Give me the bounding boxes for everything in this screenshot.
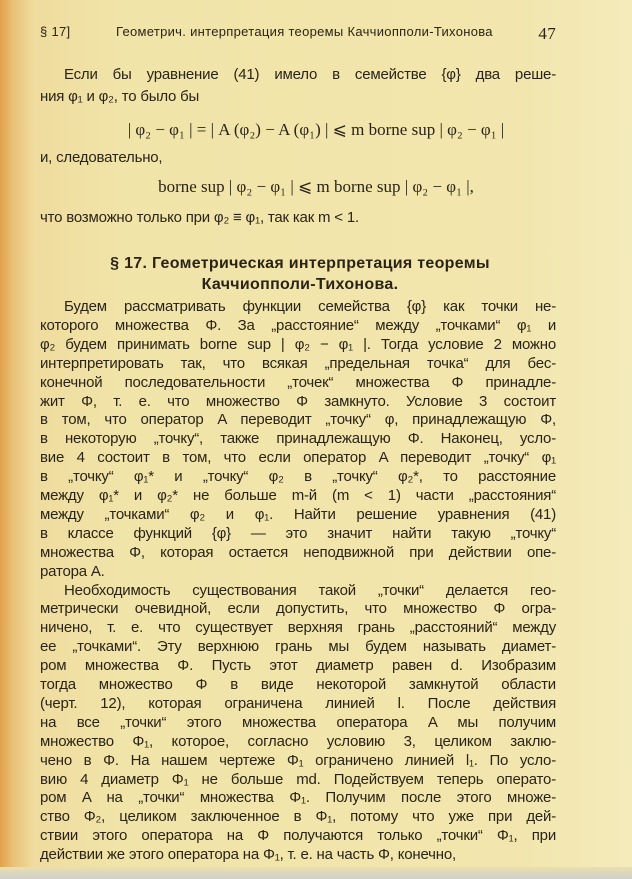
text-line: Если бы уравнение (41) имело в семействе {φ} два реше-	[64, 66, 556, 83]
section-heading: § 17. Геометрическая интерпретация теоремы	[110, 255, 490, 272]
text-line: чено в Φ. На нашем чертеже Φ₁ ограничено линией l₁. По усло-	[40, 751, 556, 769]
running-header	[40, 24, 556, 44]
text-line: множество Φ₁, которое, согласно условию 3, целиком заклю-	[40, 732, 556, 750]
text-line: ство Φ₂, целиком заключенное в Φ₁, потому что уже при дей-	[40, 808, 556, 826]
text-line: в том, что оператор A переводит „точку“ φ, принадлежащую Φ,	[40, 411, 556, 429]
text-line: что возможно только при φ₂ ≡ φ₁, так как m < 1.	[40, 209, 359, 226]
text-line: в „точку“ φ₁* и „точку“ φ₂ в „точку“ φ₂*, то расстояние	[40, 468, 556, 486]
header-title: Геометрич. интерпретация теоремы Каччиопполи-Тихонова	[115, 24, 493, 39]
text-line: между „точками“ φ₂ и φ₁. Найти решение уравнения (41)	[40, 505, 556, 523]
page-edge	[0, 867, 632, 879]
text-line: φ₂ будем принимать borne sup | φ₂ − φ₁ |. Тогда условие 2 можно	[40, 335, 556, 353]
text-line: ратора A.	[40, 562, 105, 580]
text-line: ничено, т. е. что существует верхняя грань „расстояний“ между	[40, 619, 556, 637]
page-number: 47	[538, 24, 556, 43]
text-line: Необходимость существования такой „точки“ делается гео-	[64, 581, 556, 599]
text-line: ния φ₁ и φ₂, то было бы	[40, 88, 200, 105]
formula: | φ₂ − φ₁ | = | A (φ₂) − A (φ₁) | ⩽ m borne sup | φ₂ − φ₁ |	[127, 120, 505, 139]
header-section: § 17]	[40, 24, 71, 39]
text-line: множества Φ, которая остается неподвижной при действии опе-	[40, 543, 556, 561]
text-line: ром множества Φ. Пусть этот диаметр равен d. Изобразим	[40, 657, 556, 675]
text-line: (черт. 12), которая ограничена линией l. После действия	[40, 694, 556, 712]
text-line: ее „точками“. Эту верхнюю грань мы будем называть диамет-	[40, 638, 556, 656]
text-line: ствии этого оператора на Φ получаются только „точки“ Φ₁, при	[40, 827, 556, 845]
text-line: ром A на „точки“ множества Φ₁. Получим после этого множе-	[40, 789, 556, 807]
section-heading: Каччиопполи-Тихонова.	[201, 276, 399, 293]
text-line: Будем рассматривать функции семейства {φ} как точки не-	[64, 298, 556, 315]
text-line: тогда множество Φ в виде некоторой замкнутой области	[40, 676, 556, 693]
text-line: в некоторую „точку“, также принадлежащую Φ. Наконец, усло-	[40, 430, 556, 448]
text-line: между φ₁* и φ₂* не больше m-й (m < 1) части „расстояния“	[40, 487, 556, 504]
text-line: и, следовательно,	[40, 149, 163, 166]
formula: borne sup | φ₂ − φ₁ | ⩽ m borne sup | φ₂ − φ₁ |,	[158, 177, 474, 196]
text-line: конечной последовательности „точек“ множества Φ принадле-	[40, 373, 556, 391]
text-line: в классе функций {φ} — это значит найти такую „точку“	[40, 524, 556, 542]
text-line: вие 4 состоит в том, что если оператор A переводит „точку“ φ₁	[40, 449, 556, 467]
text-line: жит Φ, т. е. что множество Φ замкнуто. Условие 3 состоит	[40, 392, 556, 410]
text-line: на все „точки“ этого множества оператора A мы получим	[40, 713, 556, 731]
text-line: которого множества Φ. За „расстояние“ между „точками“ φ₁ и	[40, 316, 556, 334]
text-line: метрически очевидной, если допустить, что множество Φ огра-	[40, 600, 556, 618]
text-line: действии же этого оператора на Φ₁, т. е. на часть Φ, конечно,	[40, 846, 456, 864]
text-line: вию 4 диаметр Φ₁ не больше md. Подействуем теперь операто-	[40, 770, 556, 788]
text-line: интерпретировать так, что всякая „предельная точка“ для бес-	[40, 354, 556, 372]
